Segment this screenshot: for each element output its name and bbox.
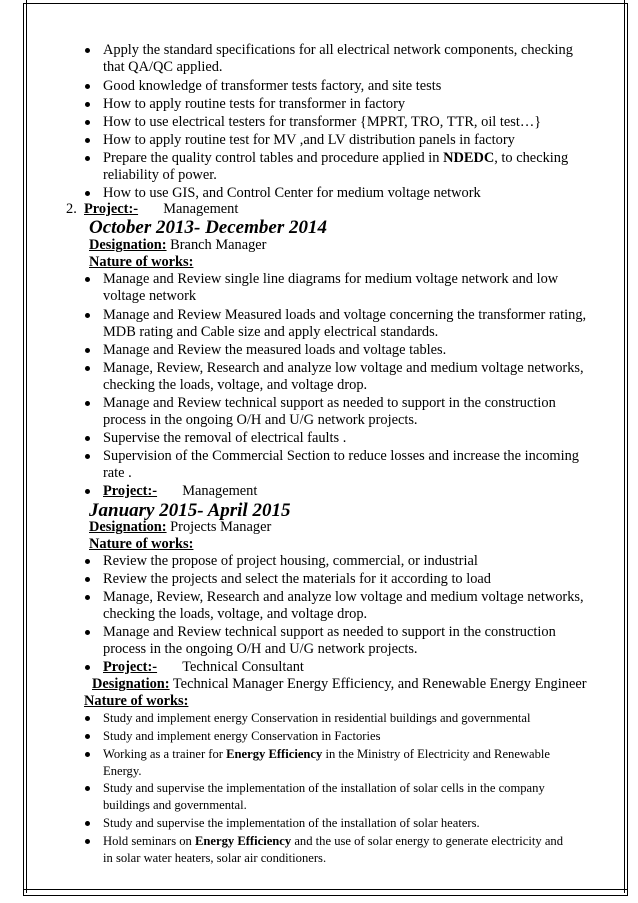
project-heading: Project:- Management [103, 483, 258, 499]
bullet-icon [85, 489, 90, 494]
list-item-continuation: that QA/QC applied. [103, 59, 223, 75]
project-heading: Project:- Technical Consultant [103, 659, 304, 675]
bullet-icon [85, 120, 90, 125]
bullet-icon [85, 348, 90, 353]
list-item: Manage and Review technical support as needed to support in the construction [103, 624, 556, 640]
project-dates: October 2013- December 2014 [89, 217, 327, 238]
list-item-continuation: process in the ongoing O/H and U/G network projects. [103, 641, 418, 657]
bullet-icon [85, 313, 90, 318]
list-item: How to use electrical testers for transformer {MPRT, TRO, TTR, oil test…} [103, 114, 542, 130]
bullet-icon [85, 786, 90, 791]
bullet-icon [85, 277, 90, 282]
bullet-icon [85, 821, 90, 826]
list-item: How to apply routine test for MV ,and LV distribution panels in factory [103, 132, 515, 148]
list-item-continuation: rate . [103, 465, 132, 481]
list-item: Review the projects and select the materials for it according to load [103, 571, 492, 587]
list-item: Working as a trainer for Energy Efficiency in the Ministry of Electricity and Renewable [103, 747, 550, 761]
bullet-icon [85, 102, 90, 107]
list-item-continuation: process in the ongoing O/H and U/G network projects. [103, 412, 418, 428]
designation: Designation: Projects Manager [89, 519, 272, 535]
bullet-icon [85, 366, 90, 371]
bullet-icon [85, 559, 90, 564]
nature-of-works-heading: Nature of works: [89, 536, 194, 552]
list-item-continuation: MDB rating and Cable size and apply electrical standards. [103, 324, 439, 340]
list-item: Supervision of the Commercial Section to reduce losses and increase the incoming [103, 448, 579, 464]
list-item: Study and supervise the implementation of the installation of solar heaters. [103, 816, 480, 830]
list-item-continuation: checking the loads, voltage, and voltage drop. [103, 606, 368, 622]
list-item-continuation: in solar water heaters, solar air conditioners. [103, 851, 327, 865]
list-item: Study and implement energy Conservation in Factories [103, 729, 381, 743]
list-item-continuation: reliability of power. [103, 167, 217, 183]
bullet-icon [85, 752, 90, 757]
list-item: Apply the standard specifications for all electrical network components, checking [103, 42, 573, 58]
list-item: Hold seminars on Energy Efficiency and the use of solar energy to generate electricity and [103, 834, 564, 848]
bullet-icon [85, 630, 90, 635]
nature-of-works-heading: Nature of works: [84, 693, 189, 709]
bullet-icon [85, 595, 90, 600]
list-item: Study and implement energy Conservation in residential buildings and governmental [103, 711, 531, 725]
bullet-icon [85, 577, 90, 582]
list-item-continuation: voltage network [103, 288, 197, 304]
bullet-icon [85, 734, 90, 739]
nature-of-works-heading: Nature of works: [89, 254, 194, 270]
bullet-icon [85, 436, 90, 441]
list-item: Prepare the quality control tables and procedure applied in NDEDC, to checking [103, 150, 569, 166]
bullet-icon [85, 156, 90, 161]
list-item: Manage, Review, Research and analyze low voltage and medium voltage networks, [103, 360, 584, 376]
bullet-icon [85, 138, 90, 143]
list-item: How to use GIS, and Control Center for medium voltage network [103, 185, 481, 201]
bullet-icon [85, 84, 90, 89]
list-item-continuation: checking the loads, voltage, and voltage drop. [103, 377, 368, 393]
project-heading: 2. Project:- Management [66, 201, 239, 217]
page-bottom-rule [23, 889, 628, 890]
list-item-continuation: buildings and governmental. [103, 798, 247, 812]
bullet-icon [85, 191, 90, 196]
bullet-icon [85, 454, 90, 459]
designation: Designation: Branch Manager [89, 237, 267, 253]
list-item: Review the propose of project housing, commercial, or industrial [103, 553, 478, 569]
bullet-icon [85, 839, 90, 844]
designation: Designation: Technical Manager Energy Efficiency, and Renewable Energy Engineer [92, 676, 587, 692]
list-item: Supervise the removal of electrical faults . [103, 430, 347, 446]
list-item: Good knowledge of transformer tests factory, and site tests [103, 78, 442, 94]
project-dates: January 2015- April 2015 [89, 500, 291, 521]
list-item: Manage, Review, Research and analyze low voltage and medium voltage networks, [103, 589, 584, 605]
bullet-icon [85, 48, 90, 53]
list-item-continuation: Energy. [103, 764, 142, 778]
list-item: Manage and Review the measured loads and voltage tables. [103, 342, 447, 358]
bullet-icon [85, 716, 90, 721]
list-item: Manage and Review technical support as needed to support in the construction [103, 395, 556, 411]
bullet-icon [85, 665, 90, 670]
list-item: Manage and Review Measured loads and voltage concerning the transformer rating, [103, 307, 587, 323]
list-item: Manage and Review single line diagrams for medium voltage network and low [103, 271, 559, 287]
bullet-icon [85, 401, 90, 406]
list-item: How to apply routine tests for transformer in factory [103, 96, 406, 112]
list-item: Study and supervise the implementation of the installation of solar cells in the company [103, 781, 545, 795]
